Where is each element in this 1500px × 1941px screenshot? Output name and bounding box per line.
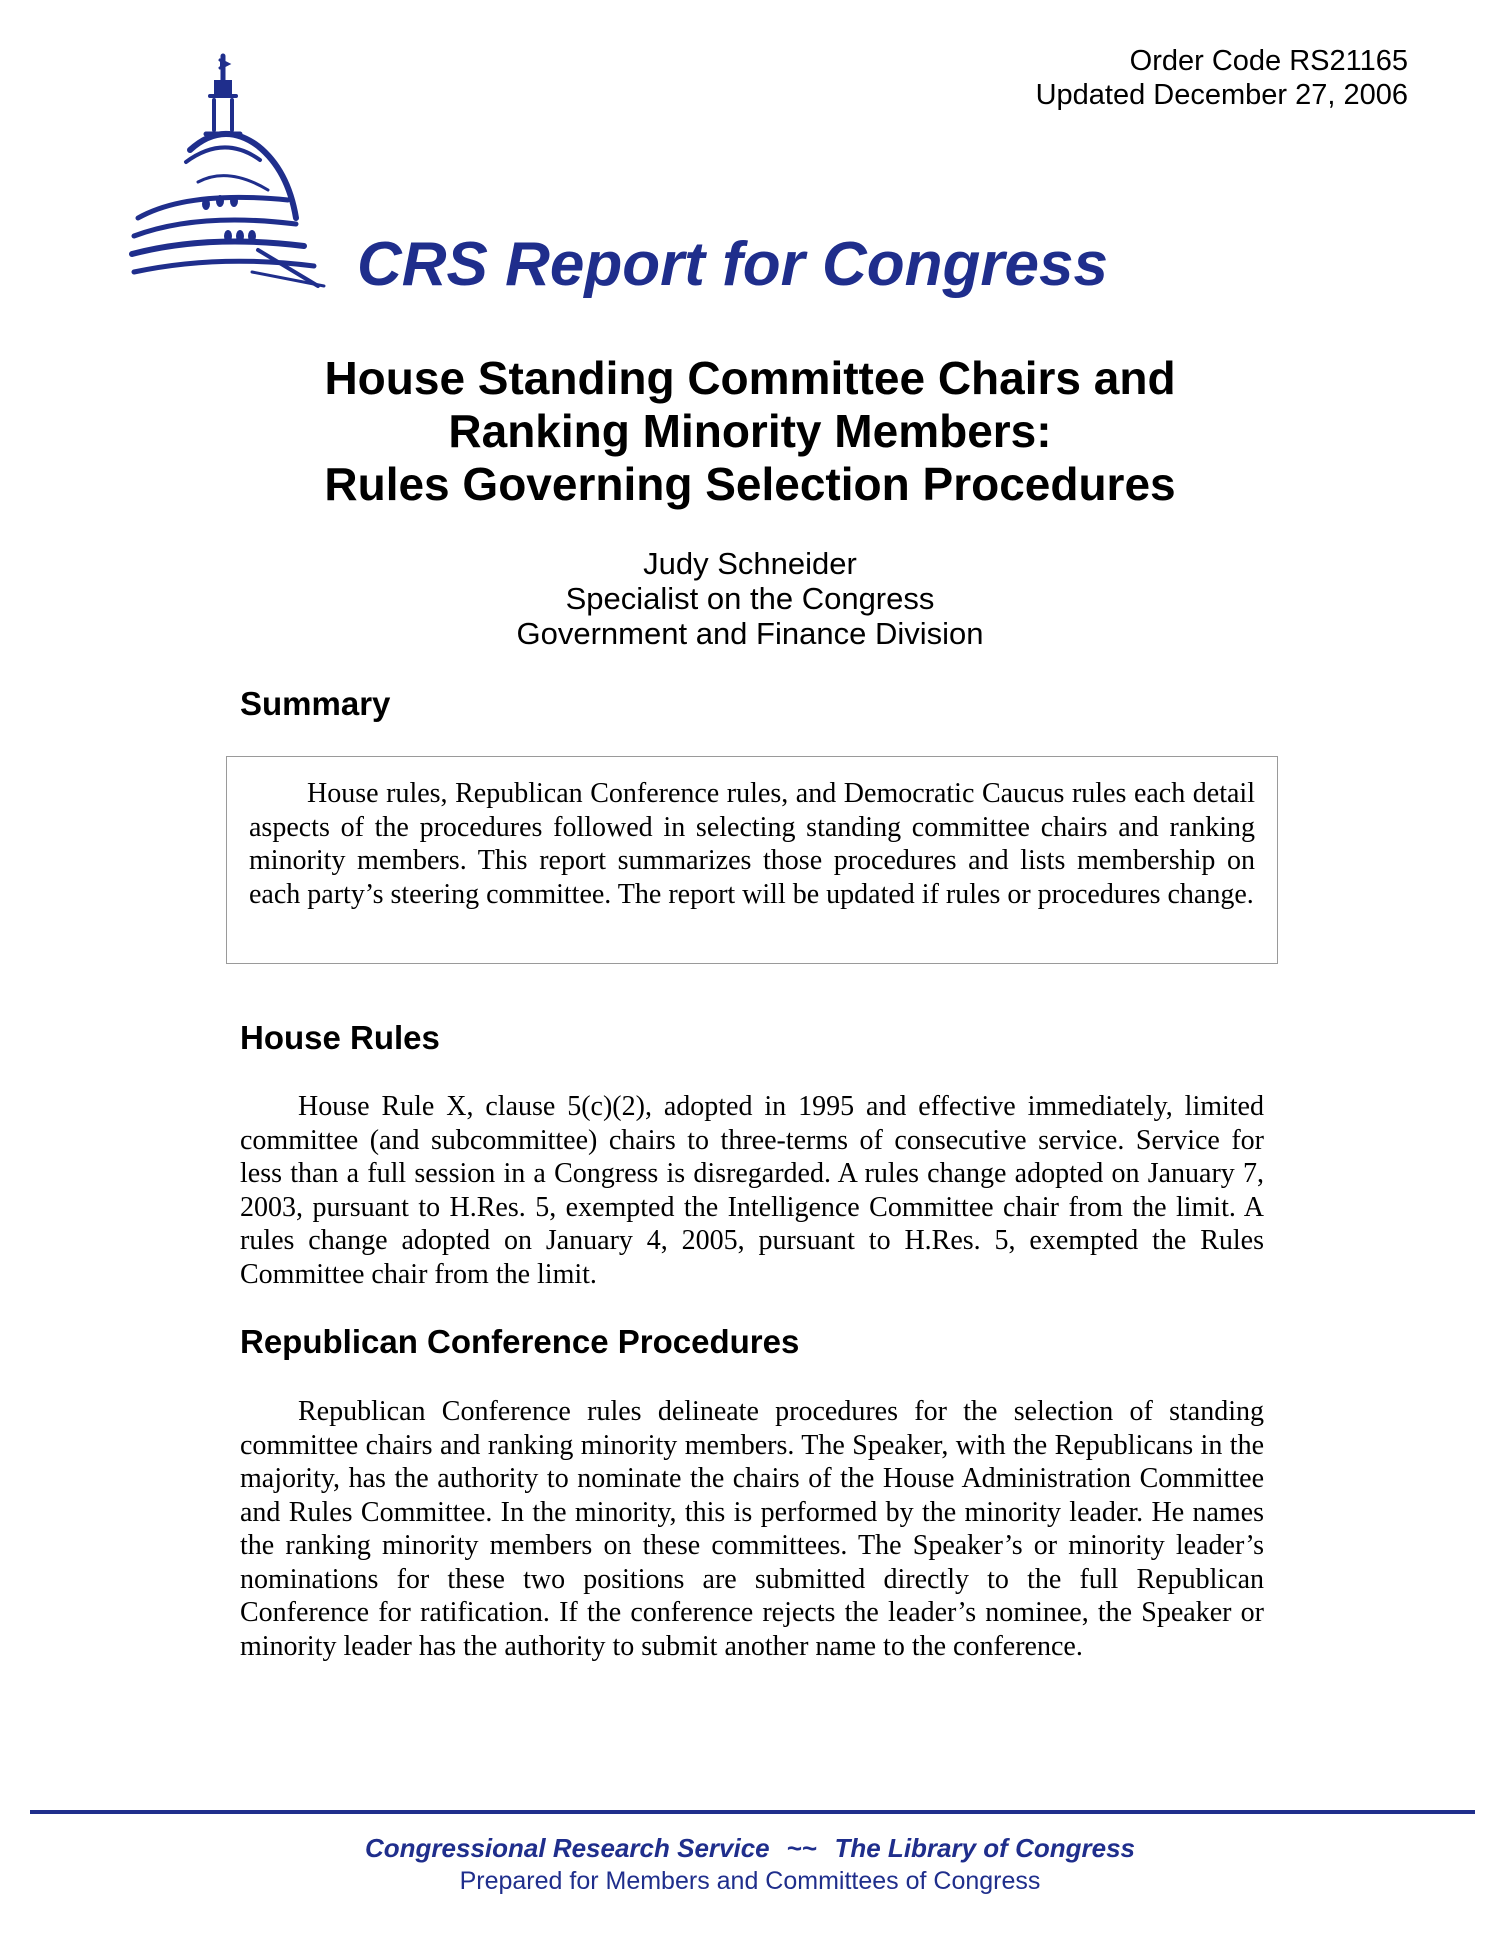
summary-heading: Summary	[240, 685, 391, 722]
house-rules-heading: House Rules	[240, 1019, 440, 1056]
title-line-2: Ranking Minority Members:	[448, 405, 1052, 457]
author-division: Government and Finance Division	[516, 616, 984, 651]
summary-box	[226, 756, 1278, 964]
order-info	[1036, 44, 1408, 112]
footer-publisher	[0, 1833, 1500, 1863]
republican-procedures-paragraph: Republican Conference rules delineate procedures for the selection of standing committee chairs and ranking minority members. The Speaker, with the Republicans in the majority, has the authority to nominate the chairs of the House Administration Committee and Rules Committee. In the minority, this is performed by the minority leader. He names the ranking minority members on these committees. The Speaker’s or minority leader’s nominations for these two positions are submitted directly to the full Republican Conference for ratification. If the conference rejects the leader’s nominee, the Speaker or minority leader has the authority to submit another name to the conference.	[240, 1396, 1264, 1662]
republican-procedures-heading: Republican Conference Procedures	[240, 1323, 800, 1360]
house-rules-paragraph: House Rule X, clause 5(c)(2), adopted in 1995 and effective immediately, limited committee (and subcommittee) chairs to three-terms of consecutive service. Service for less than a full session in a Congress is disregarded. A rules change adopted on January 7, 2003, pursuant to H.Res. 5, exempted the Intelligence Committee chair from the limit. A rules change adopted on January 4, 2005, pursuant to H.Res. 5, exempted the Rules Committee chair from the limit.	[240, 1091, 1264, 1290]
summary-text: House rules, Republican Conference rules, and Democratic Caucus rules each detail aspects of the procedures followed in selecting standing committee chairs and ranking minority members. This report summarizes those procedures and lists membership on each party’s steering committee. The report will be updated if rules or procedures change.	[249, 778, 1255, 910]
report-banner: CRS Report for Congress	[357, 230, 1108, 299]
author-block	[300, 546, 1200, 651]
capitol-dome-icon	[128, 50, 360, 298]
author-name: Judy Schneider	[643, 546, 857, 581]
footer-prepared: Prepared for Members and Committees of Congress	[459, 1867, 1041, 1895]
footer-crs: Congressional Research Service	[365, 1833, 770, 1863]
order-code: Order Code RS21165	[1129, 45, 1408, 77]
title-line-1: House Standing Committee Chairs and	[324, 352, 1176, 404]
author-position: Specialist on the Congress	[565, 581, 935, 616]
updated-date: Updated December 27, 2006	[1035, 79, 1408, 111]
footer-flourish: ~~	[786, 1833, 818, 1863]
title-line-3: Rules Governing Selection Procedures	[324, 458, 1176, 510]
page-title	[200, 352, 1300, 511]
footer-loc: The Library of Congress	[834, 1833, 1135, 1863]
footer-divider	[30, 1810, 1475, 1814]
